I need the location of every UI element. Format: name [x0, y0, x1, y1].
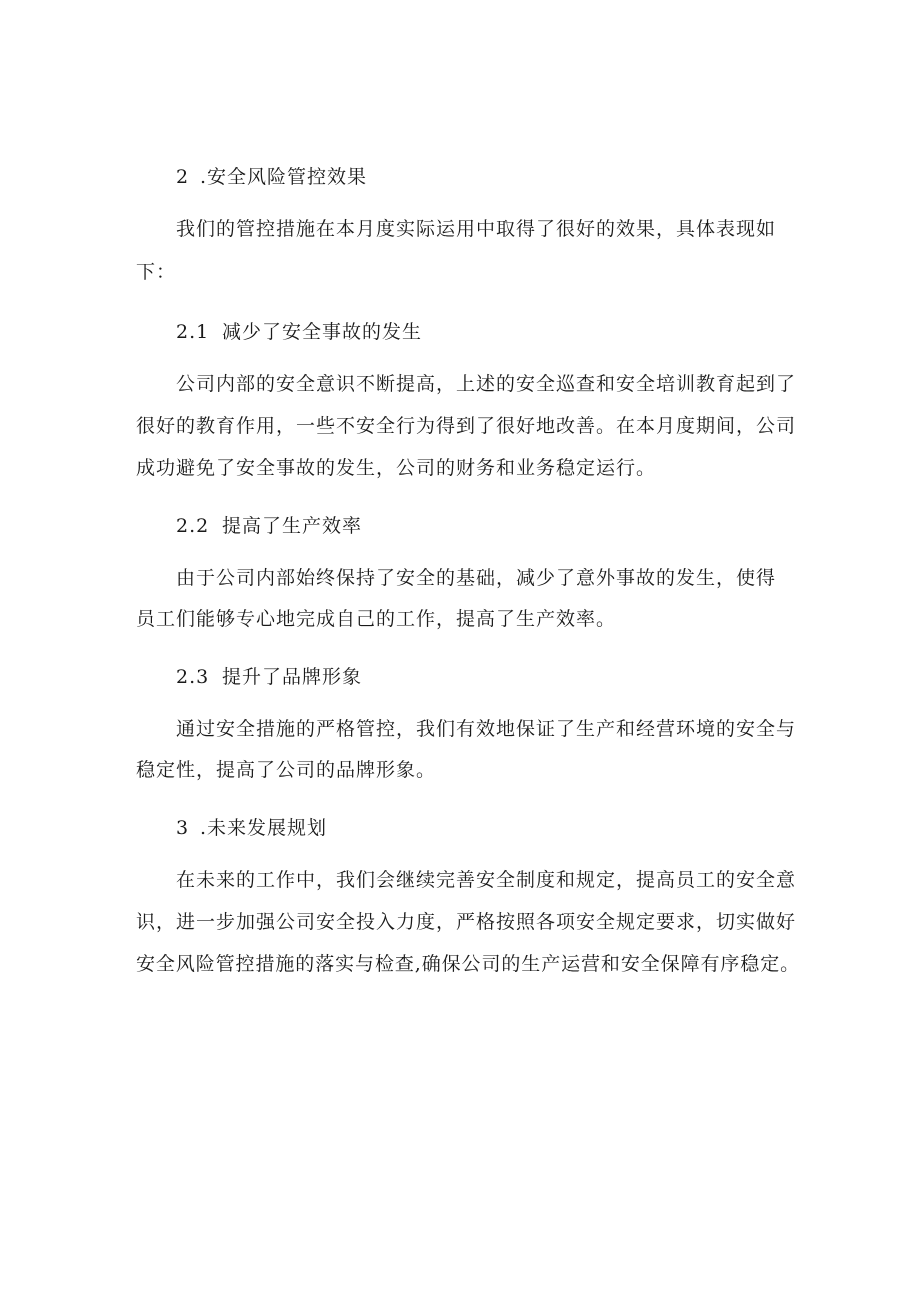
section-heading	[176, 511, 362, 538]
heading-text: .安全风险管控效果	[200, 166, 368, 188]
paragraph-line: 成功避免了安全事故的发生，公司的财务和业务稳定运行。	[136, 457, 657, 479]
heading-number: 2	[176, 166, 190, 188]
paragraph-line: 下：	[136, 261, 177, 283]
paragraph-line: 通过安全措施的严格管控，我们有效地保证了生产和经营环境的安全与	[176, 718, 797, 740]
section-heading	[176, 162, 367, 189]
heading-text: 提高了生产效率	[222, 515, 363, 537]
heading-number: 2.3	[176, 666, 210, 688]
heading-number: 3	[176, 817, 190, 839]
heading-text: 提升了品牌形象	[222, 666, 363, 688]
paragraph-line: 稳定性，提高了公司的品牌形象。	[136, 759, 437, 781]
heading-text: 减少了安全事故的发生	[222, 321, 423, 343]
paragraph-line: 员工们能够专心地完成自己的工作，提高了生产效率。	[136, 608, 617, 630]
paragraph-line: 我们的管控措施在本月度实际运用中取得了很好的效果，具体表现如	[176, 218, 777, 240]
section-heading	[176, 813, 327, 840]
section-heading	[176, 662, 362, 689]
paragraph-line: 在未来的工作中，我们会继续完善安全制度和规定，提高员工的安全意	[176, 869, 797, 891]
paragraph-line: 公司内部的安全意识不断提高，上述的安全巡查和安全培训教育起到了	[176, 373, 797, 395]
section-heading	[176, 317, 422, 344]
paragraph-line: 识，进一步加强公司安全投入力度，严格按照各项安全规定要求，切实做好	[136, 911, 797, 933]
paragraph-line: 安全风险管控措施的落实与检查,确保公司的生产运营和安全保障有序稳定。	[136, 953, 801, 975]
heading-text: .未来发展规划	[200, 817, 328, 839]
paragraph-line: 很好的教育作用，一些不安全行为得到了很好地改善。在本月度期间，公司	[136, 415, 797, 437]
heading-number: 2.1	[176, 321, 210, 343]
heading-number: 2.2	[176, 515, 210, 537]
paragraph-line: 由于公司内部始终保持了安全的基础，减少了意外事故的发生，使得	[176, 567, 777, 589]
